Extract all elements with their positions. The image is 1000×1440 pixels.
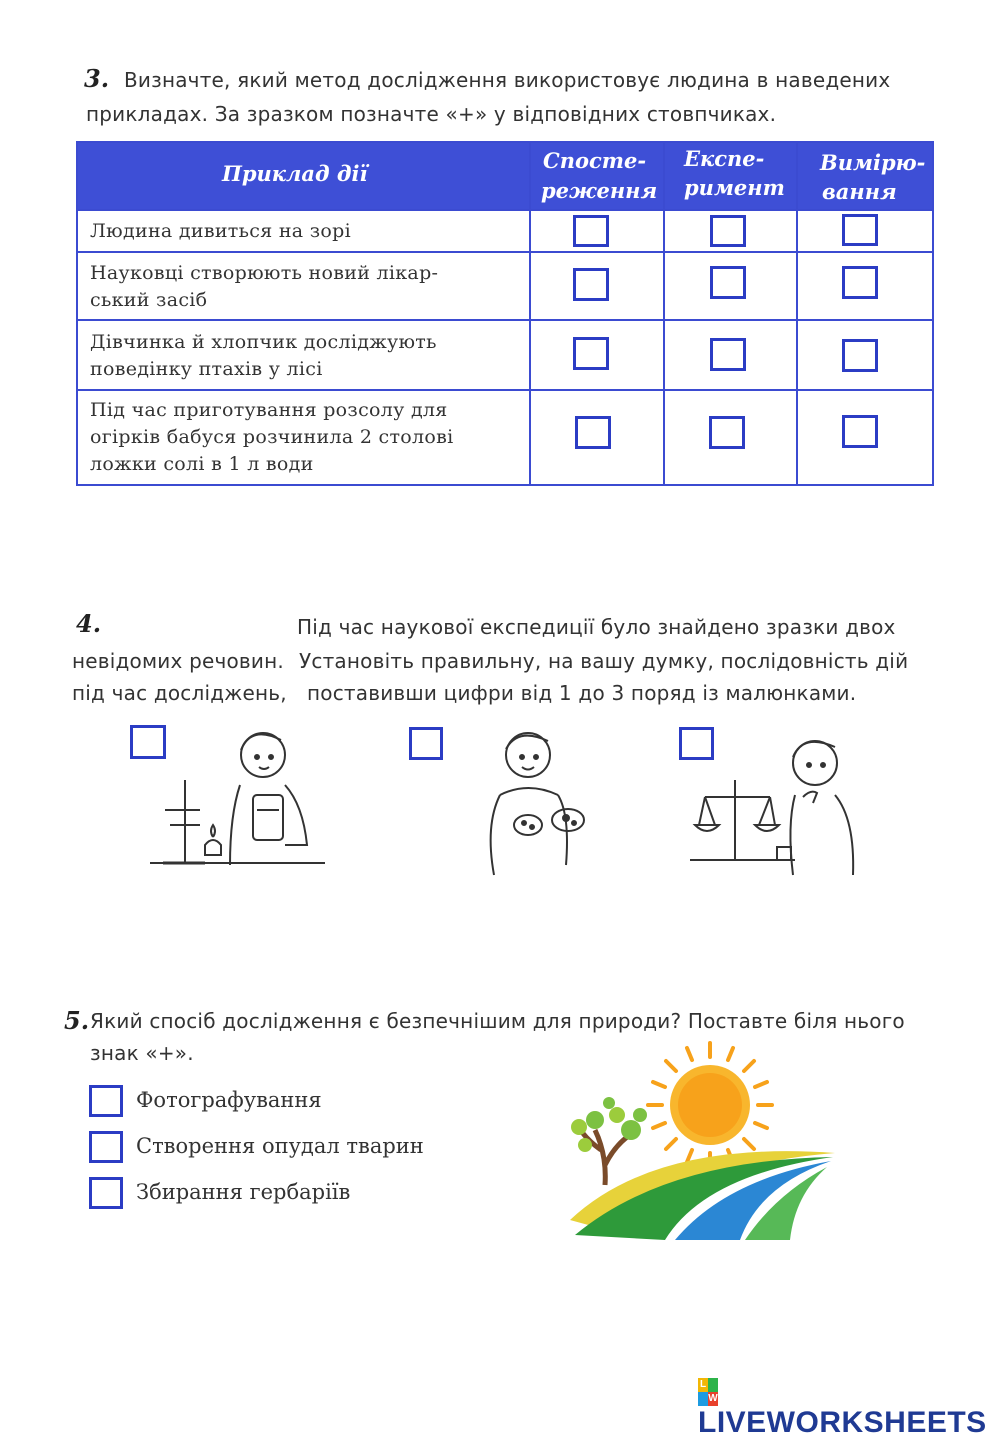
row-2-observation-checkbox[interactable] <box>573 268 609 301</box>
row-2-text-line1: Науковці створюють новий лікар- <box>90 262 439 284</box>
q4-instruction-line2b: Установіть правильну, на вашу думку, послідовність дій <box>299 649 909 673</box>
row-4-text-line3: ложки солі в 1 л води <box>90 453 314 475</box>
option-photographing-label: Фотографування <box>136 1088 322 1112</box>
q4-instruction-line1: Під час наукової експедиції було знайдено зразки двох <box>297 615 896 639</box>
row-3-observation-checkbox[interactable] <box>573 337 609 370</box>
row-3-text-line2: поведінку птахів у лісі <box>90 358 323 380</box>
header-experiment-b: римент <box>684 175 785 200</box>
q4-instruction-line3b: поставивши цифри від 1 до 3 поряд із малюнками. <box>307 681 857 705</box>
option-photographing-checkbox[interactable] <box>89 1085 123 1117</box>
option-herbarium-label: Збирання гербаріїв <box>136 1180 351 1204</box>
option-herbarium-checkbox[interactable] <box>89 1177 123 1209</box>
q3-number: 3. <box>84 64 110 93</box>
header-example: Приклад дії <box>222 161 368 186</box>
q5-number: 5. <box>64 1006 90 1035</box>
q5-instruction-line1: Який спосіб дослідження є безпечнішим для природи? Поставте біля нього <box>90 1009 905 1033</box>
q4-instruction-line3a: під час досліджень, <box>72 681 287 705</box>
boy-weighing-scales-illustration <box>685 725 875 885</box>
row-4-experiment-checkbox[interactable] <box>709 416 745 449</box>
logo-text: LIVEWORKSHEETS <box>698 1406 987 1439</box>
header-measurement-a: Вимірю- <box>820 150 926 175</box>
row-2-text-line2: ський засіб <box>90 289 208 311</box>
row-3-text-line1: Дівчинка й хлопчик досліджують <box>90 331 437 353</box>
q3-instruction-line2: прикладах. За зразком позначте «+» у відповідних стовпчиках. <box>86 102 777 126</box>
row-4-text-line1: Під час приготування розсолу для <box>90 399 448 421</box>
q5-instruction-line2: знак «+». <box>90 1041 194 1065</box>
row-3-measurement-checkbox[interactable] <box>842 339 878 372</box>
nature-sun-tree-illustration <box>565 1045 840 1240</box>
sun-icon <box>648 1043 772 1167</box>
row-4-measurement-checkbox[interactable] <box>842 415 878 448</box>
row-4-observation-checkbox[interactable] <box>575 416 611 449</box>
row-3-experiment-checkbox[interactable] <box>710 338 746 371</box>
option-stuffed-animals-checkbox[interactable] <box>89 1131 123 1163</box>
boy-examining-samples-illustration <box>480 725 600 885</box>
tree-icon <box>571 1097 647 1185</box>
logo-badge: L W <box>699 1379 718 1404</box>
row-1-experiment-checkbox[interactable] <box>710 215 746 247</box>
liveworksheets-logo <box>698 1378 1000 1440</box>
q4-number: 4. <box>76 609 102 638</box>
header-experiment-a: Експе- <box>684 146 765 171</box>
row-1-measurement-checkbox[interactable] <box>842 214 878 246</box>
header-measurement-b: вання <box>822 179 897 204</box>
row-1-text: Людина дивиться на зорі <box>90 220 352 242</box>
q4-instruction-line2a: невідомих речовин. <box>72 649 284 673</box>
header-observation-a: Спосте- <box>543 148 647 173</box>
step-order-box-2[interactable] <box>409 727 443 760</box>
q3-instruction-line1: Визначте, який метод дослідження використовує людина в наведених <box>124 68 891 92</box>
row-2-measurement-checkbox[interactable] <box>842 266 878 299</box>
row-2-experiment-checkbox[interactable] <box>710 266 746 299</box>
row-4-text-line2: огірків бабуся розчинила 2 столові <box>90 426 454 448</box>
boy-heating-flask-illustration <box>145 725 335 880</box>
header-observation-b: реження <box>541 178 658 203</box>
option-stuffed-animals-label: Створення опудал тварин <box>136 1134 424 1158</box>
row-1-observation-checkbox[interactable] <box>573 215 609 247</box>
